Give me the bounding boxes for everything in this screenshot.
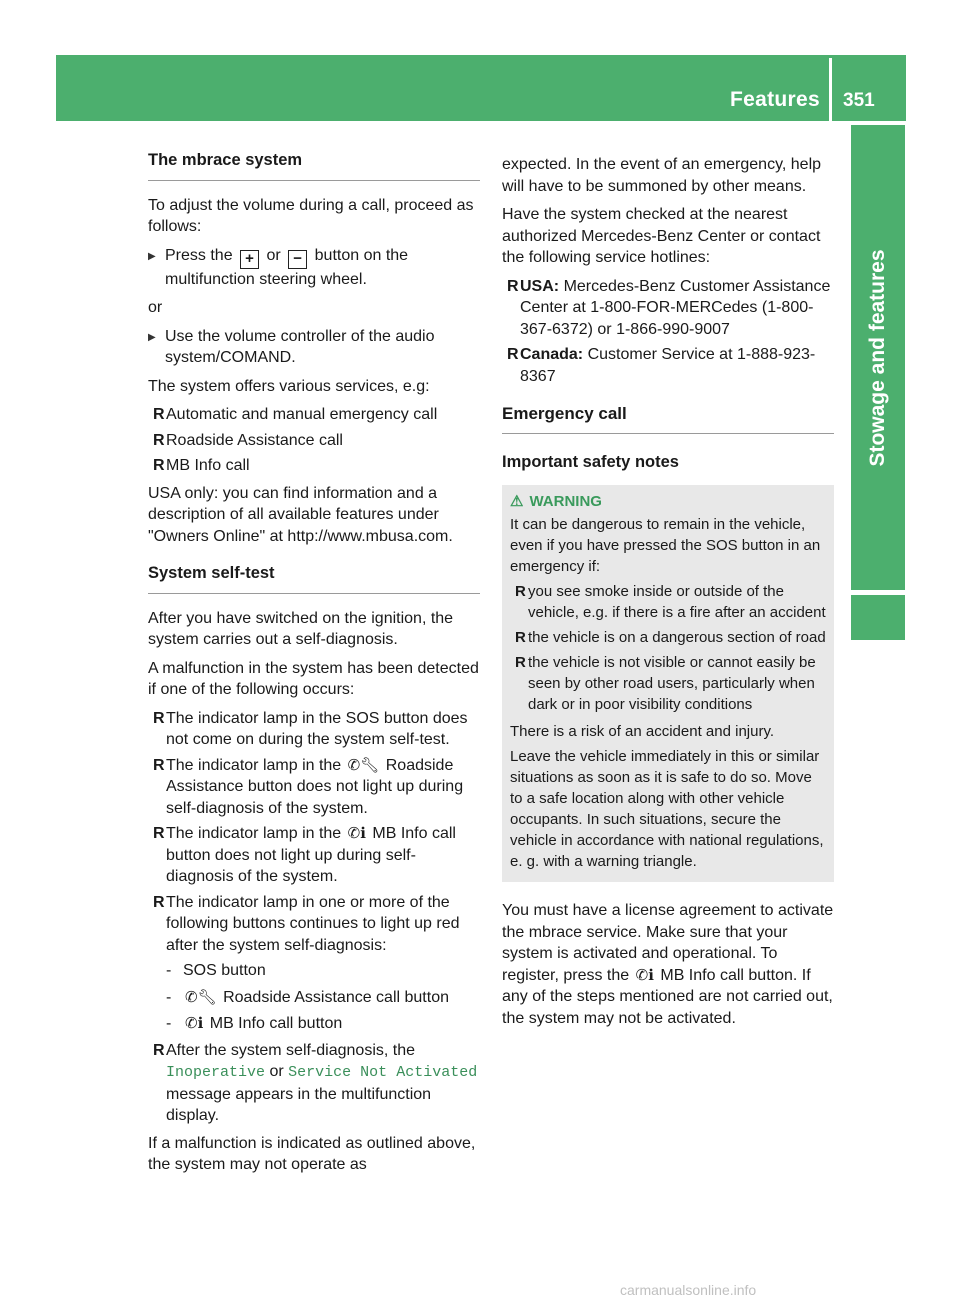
list-item: - SOS button bbox=[166, 962, 266, 979]
side-tab-label: Stowage and features bbox=[866, 249, 889, 467]
usa-note: USA only: you can find information and a description of all available features under "Owners Online" at http://www.mbusa.com. bbox=[148, 484, 453, 545]
license-text: You must have a license agreement to activate the mbrace service. Make sure that your system is activated and operational. To register, press the ✆ℹ︎ MB Info call button. If any of the steps mentioned are not carried out, the system may not be activated. bbox=[502, 902, 834, 1027]
step1-text-b: button on the multifunction steering wheel. bbox=[165, 246, 409, 288]
list-item: R The indicator lamp in the ✆🔧︎ Roadside Assistance button does not light up during self-diagnosis of the system. bbox=[153, 756, 464, 817]
hotlines-list bbox=[502, 276, 834, 388]
list-item: R you see smoke inside or outside of the vehicle, e.g. if there is a fire after an accident bbox=[515, 583, 826, 621]
list-item: R After the system self-diagnosis, the Inoperative or Service Not Activated message appears in the multifunction display. bbox=[153, 1041, 478, 1124]
services-list bbox=[148, 404, 480, 477]
right-column bbox=[502, 154, 834, 1036]
list-item: R Automatic and manual emergency call bbox=[153, 406, 438, 423]
warning-box bbox=[502, 485, 834, 882]
warning-advice: Leave the vehicle immediately in this or similar situations as soon as it is safe to do so. Move to a safe location along with other vehicle occupants. In such situations, secure the vehicle in accordance with national regulations, e. g. with a warning triangle. bbox=[510, 748, 824, 870]
roadside-assistance-icon: ✆🔧︎ bbox=[347, 756, 380, 774]
display-message-service-not-activated: Service Not Activated bbox=[288, 1064, 478, 1081]
left-column bbox=[148, 150, 480, 1183]
page-number: 351 bbox=[843, 90, 875, 111]
header-title: Features bbox=[730, 88, 820, 111]
warning-intro: It can be dangerous to remain in the vehicle, even if you have pressed the SOS button in an emergency if: bbox=[510, 516, 821, 575]
list-item: R Roadside Assistance call bbox=[153, 431, 343, 449]
section-title-self-test: System self-test bbox=[148, 563, 480, 594]
step1-text-a: Press the bbox=[165, 246, 233, 264]
header-separator bbox=[829, 58, 832, 121]
warning-list bbox=[510, 581, 826, 715]
step-volume-buttons bbox=[148, 245, 480, 291]
services-intro: The system offers various services, e.g: bbox=[148, 377, 430, 395]
selftest-p1: After you have switched on the ignition, the system carries out a self-diagnosis. bbox=[148, 609, 454, 648]
list-item: R The indicator lamp in the SOS button does not come on during the system self-test. bbox=[153, 709, 468, 748]
continued-text: expected. In the event of an emergency, help will have to be summoned by other means. bbox=[502, 156, 822, 195]
list-item: R the vehicle is not visible or cannot easily be seen by other road users, particularly when dark or in poor visibility conditions bbox=[515, 654, 816, 713]
display-message-inoperative: Inoperative bbox=[166, 1064, 266, 1081]
malfunction-list bbox=[148, 708, 480, 1127]
warning-triangle-icon: ⚠︎ bbox=[510, 493, 524, 510]
closing-text: If a malfunction is indicated as outlined above, the system may not operate as bbox=[148, 1134, 476, 1173]
buttons-list bbox=[166, 960, 480, 1035]
mb-info-call-icon: ✆ℹ︎ bbox=[635, 966, 654, 984]
list-item: R The indicator lamp in one or more of the following buttons continues to light up red after the system self-diagnosis: - SOS button - ✆🔧︎ Roadside Assistance call button - ✆ℹ︎ MB Info call button bbox=[148, 892, 480, 1035]
step-volume-controller: ▶ Use the volume controller of the audio system/COMAND. bbox=[148, 326, 480, 369]
minus-button-icon: − bbox=[288, 250, 307, 269]
list-item: - ✆🔧︎ Roadside Assistance call button bbox=[166, 987, 480, 1009]
mb-info-call-icon: ✆ℹ︎ bbox=[185, 1015, 204, 1032]
warning-risk: There is a risk of an accident and injury. bbox=[510, 723, 775, 740]
list-item: R The indicator lamp in the ✆ℹ︎ MB Info call button does not light up during self-diagnosis of the system. bbox=[153, 825, 456, 885]
or-text: or bbox=[148, 299, 163, 316]
roadside-assistance-icon: ✆🔧︎ bbox=[185, 988, 217, 1006]
list-item: R USA: Mercedes-Benz Customer Assistance Center at 1-800-FOR-MERCedes (1-800-367-6372) or 1-866-990-9007 bbox=[507, 277, 831, 338]
mb-info-call-icon: ✆ℹ︎ bbox=[347, 825, 366, 842]
warning-header: ⚠︎ WARNING bbox=[510, 493, 602, 510]
watermark: carmanualsonline.info bbox=[620, 1282, 757, 1298]
list-item: R the vehicle is on a dangerous section of road bbox=[515, 629, 826, 646]
intro-text: To adjust the volume during a call, proceed as follows: bbox=[148, 196, 474, 235]
side-tab-marker bbox=[851, 595, 905, 640]
subsection-title-safety: Important safety notes bbox=[502, 452, 679, 471]
list-item: - ✆ℹ︎ MB Info call button bbox=[166, 1013, 480, 1035]
service-check-text: Have the system checked at the nearest authorized Mercedes-Benz Center or contact the following service hotlines: bbox=[502, 206, 821, 266]
list-item: R Canada: Customer Service at 1-888-923-8367 bbox=[507, 346, 816, 385]
list-item: R MB Info call bbox=[153, 457, 250, 474]
step1-or: or bbox=[266, 246, 281, 264]
selftest-p2: A malfunction in the system has been detected if one of the following occurs: bbox=[148, 659, 479, 698]
section-title-emergency-call: Emergency call bbox=[502, 403, 834, 434]
section-title-mbrace: The mbrace system bbox=[148, 150, 480, 181]
plus-button-icon: + bbox=[240, 250, 259, 269]
